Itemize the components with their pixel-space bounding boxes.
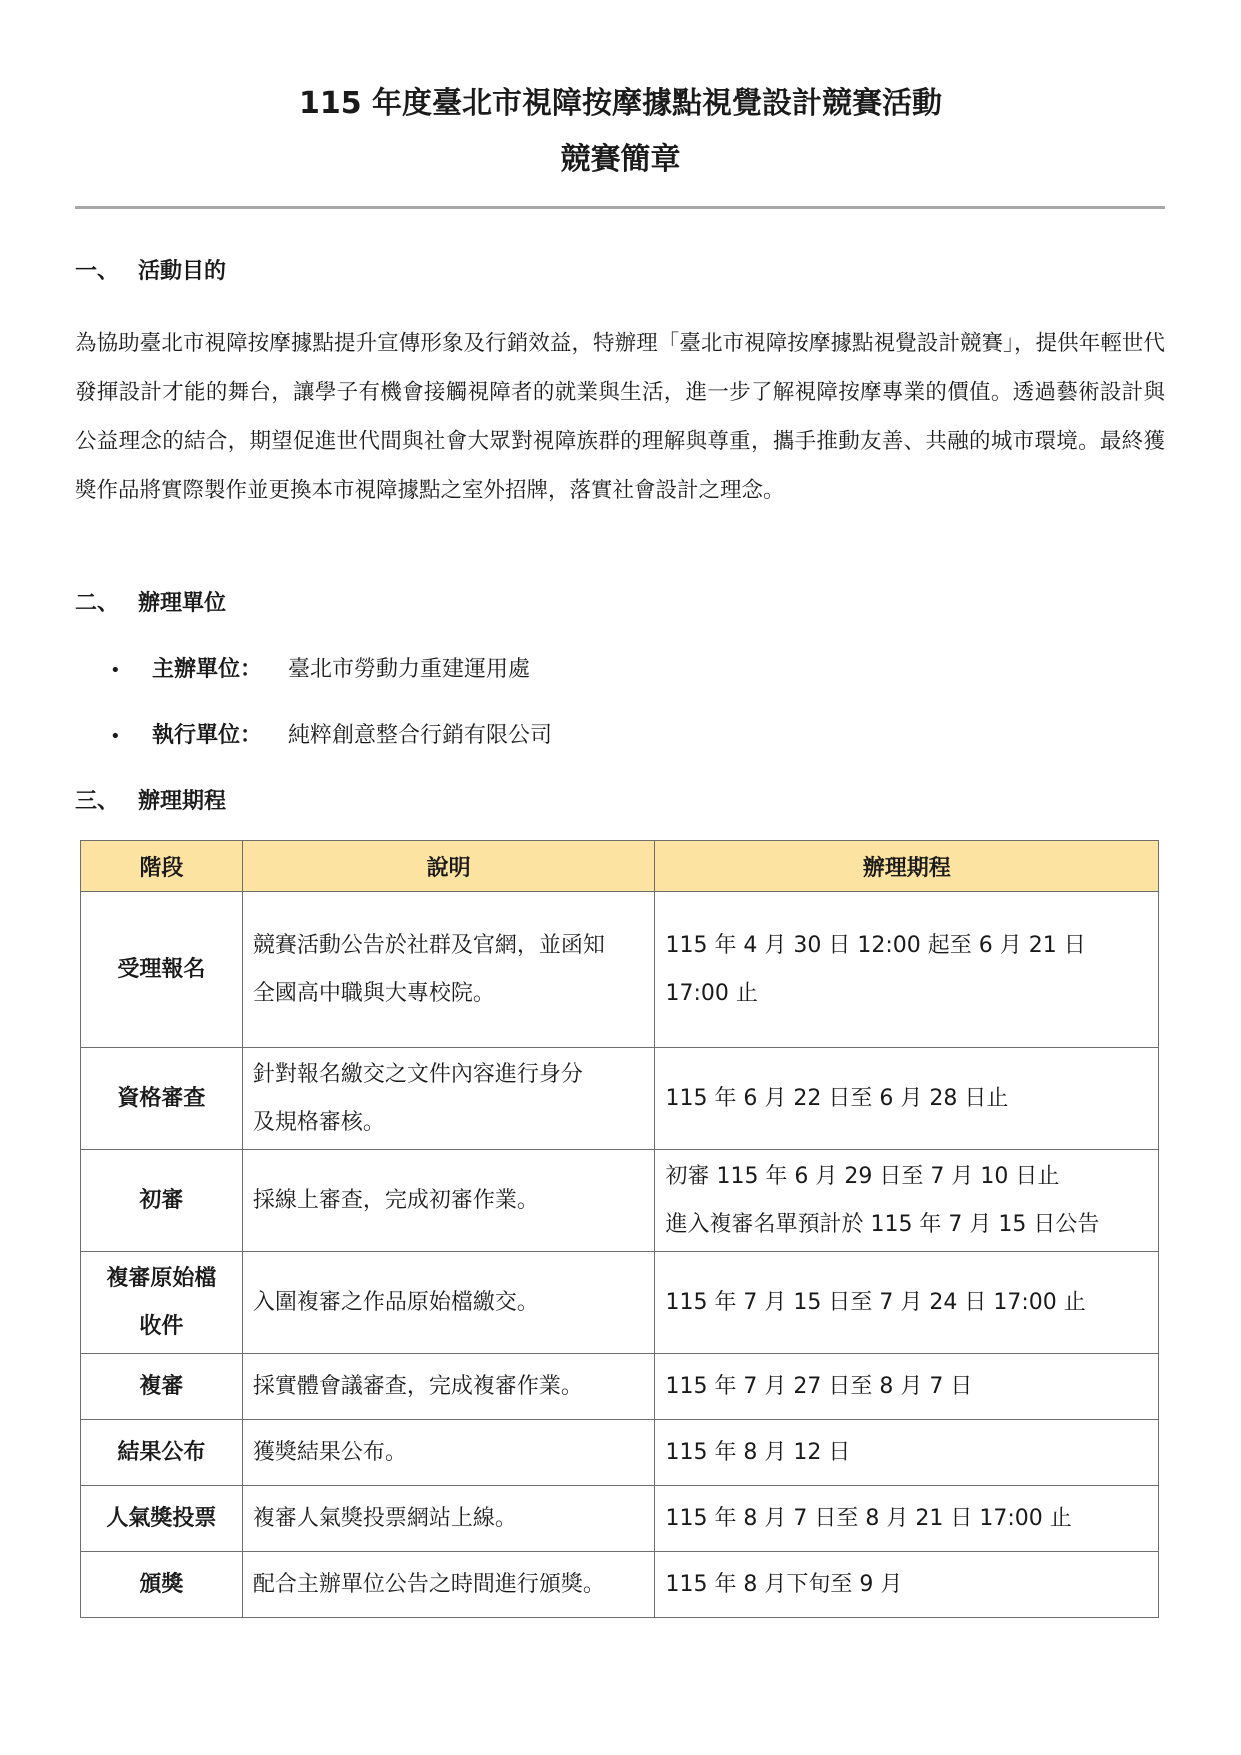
stage-cell-line: 初審 — [139, 1187, 184, 1213]
section-title: 辦理期程 — [138, 789, 227, 814]
period-cell-line: 115 年 8 月下旬至 9 月 — [665, 1571, 903, 1597]
stage-cell — [81, 1150, 243, 1252]
stage-cell-line: 頒獎 — [139, 1571, 184, 1597]
stage-cell — [81, 1420, 243, 1486]
description-cell-line: 及規格審核。 — [252, 1109, 385, 1135]
description-cell — [242, 1252, 655, 1354]
stage-cell — [81, 1252, 243, 1354]
organizer-label: 主辦單位： — [152, 657, 263, 682]
description-cell — [242, 1420, 655, 1486]
period-cell — [655, 1252, 1159, 1354]
section-heading-organizers — [75, 589, 226, 619]
executor-value: 純粹創意整合行銷有限公司 — [288, 723, 553, 748]
schedule-table — [80, 840, 1159, 1618]
section-number: 二、 — [75, 591, 120, 616]
stage-cell-line: 複審原始檔 — [106, 1265, 217, 1291]
section-number: 三、 — [75, 789, 120, 814]
table-row — [81, 1420, 1159, 1486]
section-heading-schedule — [75, 787, 226, 817]
description-cell — [242, 1048, 655, 1150]
executor-label: 執行單位： — [152, 723, 263, 748]
document-title — [0, 76, 1241, 188]
stage-cell-line: 人氣獎投票 — [106, 1505, 217, 1531]
period-cell — [655, 1552, 1159, 1618]
stage-cell — [81, 1552, 243, 1618]
bullet-icon: • — [110, 726, 121, 747]
description-cell-line: 配合主辦單位公告之時間進行頒獎。 — [252, 1571, 605, 1597]
period-cell-line: 初審 115 年 6 月 29 日至 7 月 10 日止 — [665, 1163, 1060, 1189]
period-cell-line: 進入複審名單預計於 115 年 7 月 15 日公告 — [665, 1211, 1100, 1237]
description-cell-line: 獲獎結果公布。 — [252, 1439, 407, 1465]
period-cell-line: 115 年 8 月 12 日 — [665, 1439, 851, 1465]
period-cell — [655, 1420, 1159, 1486]
description-cell — [242, 1486, 655, 1552]
period-cell-line: 115 年 7 月 27 日至 8 月 7 日 — [665, 1373, 973, 1399]
header-stage: 階段 — [81, 841, 243, 892]
table-row — [81, 1486, 1159, 1552]
stage-cell — [81, 1486, 243, 1552]
description-cell — [242, 1354, 655, 1420]
section-number: 一、 — [75, 259, 120, 284]
period-cell-line: 115 年 4 月 30 日 12:00 起至 6 月 21 日 — [665, 932, 1086, 958]
description-cell-line: 複審人氣獎投票網站上線。 — [252, 1505, 517, 1531]
period-cell-line: 17:00 止 — [665, 980, 758, 1006]
table-row — [81, 1354, 1159, 1420]
section-heading-purpose — [75, 257, 226, 287]
bullet-icon: • — [110, 660, 121, 681]
title-line-1: 115 年度臺北市視障按摩據點視覺設計競賽活動 — [298, 86, 943, 121]
description-cell — [242, 1552, 655, 1618]
stage-cell-line: 複審 — [139, 1373, 184, 1399]
description-cell-line: 針對報名繳交之文件內容進行身分 — [252, 1061, 583, 1087]
header-description: 說明 — [242, 841, 655, 892]
period-cell-line: 115 年 8 月 7 日至 8 月 21 日 17:00 止 — [665, 1505, 1072, 1531]
description-cell — [242, 1150, 655, 1252]
title-divider — [75, 206, 1165, 209]
period-cell — [655, 1048, 1159, 1150]
executor-item — [110, 721, 552, 752]
table-row — [81, 1048, 1159, 1150]
period-cell — [655, 892, 1159, 1048]
period-cell — [655, 1354, 1159, 1420]
stage-cell-line: 結果公布 — [117, 1439, 206, 1465]
description-cell-line: 入圍複審之作品原始檔繳交。 — [252, 1289, 539, 1315]
section-title: 辦理單位 — [138, 591, 227, 616]
section-title: 活動目的 — [138, 259, 227, 284]
description-cell-line: 採線上審查，完成初審作業。 — [252, 1187, 539, 1213]
stage-cell-line: 收件 — [139, 1313, 184, 1339]
stage-cell — [81, 1354, 243, 1420]
organizer-item — [110, 655, 530, 686]
header-period: 辦理期程 — [655, 841, 1159, 892]
purpose-paragraph: 為協助臺北市視障按摩據點提升宣傳形象及行銷效益，特辦理「臺北市視障按摩據點視覺設計競賽」，提供年輕世代發揮設計才能的舞台，讓學子有機會接觸視障者的就業與生活，進一步了解視障按摩專業的價值。透過藝術設計與公益理念的結合，期望促進世代間與社會大眾對視障族群的理解與尊重，攜手推動友善、共融的城市環境。最終獲獎作品將實際製作並更換本市視障據點之室外招牌，落實社會設計之理念。 — [75, 331, 1165, 503]
period-cell-line: 115 年 7 月 15 日至 7 月 24 日 17:00 止 — [665, 1289, 1086, 1315]
stage-cell — [81, 892, 243, 1048]
table-row — [81, 1252, 1159, 1354]
table-header-row — [81, 841, 1159, 892]
description-cell — [242, 892, 655, 1048]
description-cell-line: 全國高中職與大專校院。 — [252, 980, 495, 1006]
table-row — [81, 1150, 1159, 1252]
description-cell-line: 競賽活動公告於社群及官網，並函知 — [252, 932, 605, 958]
period-cell — [655, 1486, 1159, 1552]
period-cell — [655, 1150, 1159, 1252]
title-line-2: 競賽簡章 — [560, 142, 681, 177]
period-cell-line: 115 年 6 月 22 日至 6 月 28 日止 — [665, 1085, 1009, 1111]
table-row — [81, 892, 1159, 1048]
table-row — [81, 1552, 1159, 1618]
description-cell-line: 採實體會議審查，完成複審作業。 — [252, 1373, 583, 1399]
stage-cell-line: 受理報名 — [117, 956, 206, 982]
stage-cell-line: 資格審查 — [117, 1085, 206, 1111]
stage-cell — [81, 1048, 243, 1150]
organizer-value: 臺北市勞動力重建運用處 — [288, 657, 531, 682]
